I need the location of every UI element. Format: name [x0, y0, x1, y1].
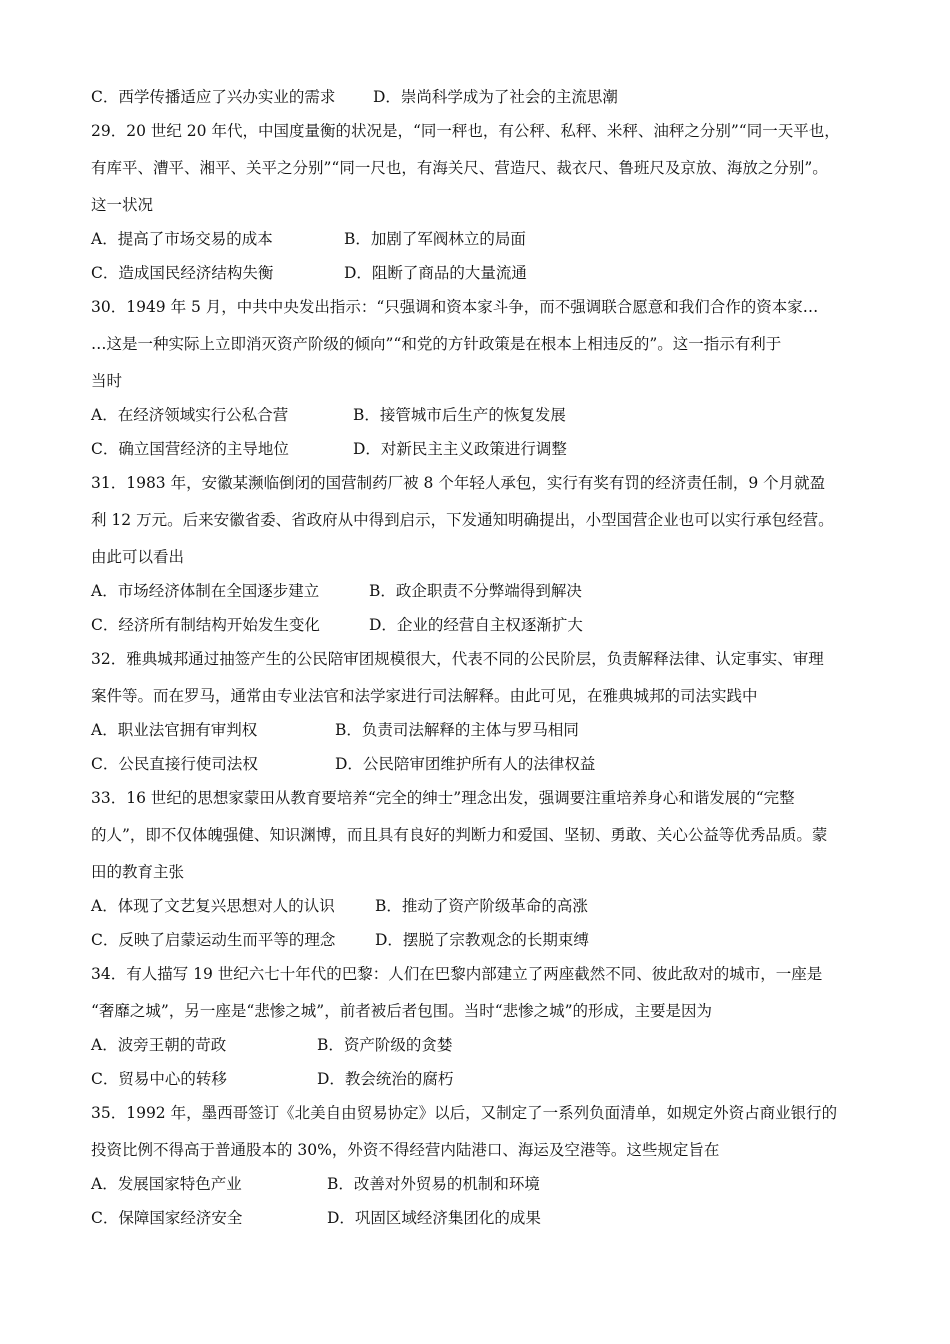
option-row-ab — [91, 580, 881, 602]
option-c: C．公民直接行使司法权 — [91, 755, 258, 773]
option-a: A．职业法官拥有审判权 — [91, 721, 258, 739]
question-text-line: 29．20 世纪 20 年代，中国度量衡的状况是，“同一秤也，有公秤、私秤、米秤、油秤之分别”“同一天平也， — [91, 122, 840, 140]
option-c: C．反映了启蒙运动生而平等的理念 — [91, 931, 336, 949]
option-a: A．发展国家特色产业 — [91, 1175, 242, 1193]
question-text-line: 34．有人描写 19 世纪六七十年代的巴黎：人们在巴黎内部建立了两座截然不同、彼此敌对的城市，一座是 — [91, 965, 823, 983]
option-d: D．摆脱了宗教观念的长期束缚 — [375, 931, 589, 949]
option-row-cd — [91, 438, 881, 460]
option-row-cd — [91, 929, 881, 951]
question-text-line: “奢靡之城”，另一座是“悲惨之城”，前者被后者包围。当时“悲惨之城”的形成，主要是因为 — [91, 1002, 713, 1020]
question-29 — [91, 120, 881, 284]
option-a: A．体现了文艺复兴思想对人的认识 — [91, 897, 335, 915]
option-row-cd — [91, 1207, 881, 1229]
option-c: C．贸易中心的转移 — [91, 1070, 227, 1088]
option-row-cd — [91, 614, 881, 636]
option-c: C．经济所有制结构开始发生变化 — [91, 616, 320, 634]
option-b: B．接管城市后生产的恢复发展 — [353, 406, 566, 424]
option-row-ab — [91, 1034, 881, 1056]
option-b: B．资产阶级的贪婪 — [317, 1036, 453, 1054]
question-text-line: 田的教育主张 — [91, 863, 185, 881]
question-text-line: …这是一种实际上立即消灭资产阶级的倾向”“和党的方针政策是在根本上相违反的”。这一指示有利于 — [91, 335, 782, 353]
question-text-line: 案件等。而在罗马，通常由专业法官和法学家进行司法解释。由此可见，在雅典城邦的司法实践中 — [91, 687, 758, 705]
option-c: C．西学传播适应了兴办实业的需求 — [91, 88, 336, 106]
question-text-line: 有库平、漕平、湘平、关平之分别”“同一尺也，有海关尺、营造尺、裁衣尺、鲁班尺及京放、海放之分别”。 — [91, 159, 828, 177]
question-text-line: 投资比例不得高于普通股本的 30%，外资不得经营内陆港口、海运及空港等。这些规定旨在 — [91, 1141, 720, 1159]
question-text-line: 利 12 万元。后来安徽省委、省政府从中得到启示，下发通知明确提出，小型国营企业也可以实行承包经营。 — [91, 511, 834, 529]
question-35 — [91, 1102, 881, 1229]
question-32 — [91, 648, 881, 775]
question-text-line: 的人”，即不仅体魄强健、知识渊博，而且具有良好的判断力和爱国、坚韧、勇敢、关心公益等优秀品质。蒙 — [91, 826, 828, 844]
question-34 — [91, 963, 881, 1090]
option-row-cd — [91, 753, 881, 775]
option-b: B．推动了资产阶级革命的高涨 — [375, 897, 588, 915]
option-b: B．加剧了军阀林立的局面 — [344, 230, 526, 248]
option-b: B．政企职责不分弊端得到解决 — [369, 582, 582, 600]
question-text-line: 32．雅典城邦通过抽签产生的公民陪审团规模很大，代表不同的公民阶层，负责解释法律、认定事实、审理 — [91, 650, 824, 668]
option-b: B．改善对外贸易的机制和环境 — [327, 1175, 540, 1193]
exam-page — [91, 86, 881, 1229]
option-c: C．造成国民经济结构失衡 — [91, 264, 274, 282]
option-a: A．市场经济体制在全国逐步建立 — [91, 582, 320, 600]
question-text-line: 当时 — [91, 372, 123, 390]
option-a: A．在经济领域实行公私合营 — [91, 406, 289, 424]
question-text-line: 这一状况 — [91, 196, 154, 214]
question-text-line: 35．1992 年，墨西哥签订《北美自由贸易协定》以后，又制定了一系列负面清单，如规定外资占商业银行的 — [91, 1104, 838, 1122]
option-row-ab — [91, 228, 881, 250]
question-text-line: 30．1949 年 5 月，中共中央发出指示：“只强调和资本家斗争，而不强调联合愿意和我们合作的资本家… — [91, 298, 819, 316]
option-row-ab — [91, 719, 881, 741]
question-text-line: 31．1983 年，安徽某濒临倒闭的国营制药厂被 8 个年轻人承包，实行有奖有罚的经济责任制，9 个月就盈 — [91, 474, 826, 492]
question-31 — [91, 472, 881, 636]
option-row-ab — [91, 1173, 881, 1195]
option-a: A．波旁王朝的苛政 — [91, 1036, 227, 1054]
option-d: D．阻断了商品的大量流通 — [344, 264, 527, 282]
question-30 — [91, 296, 881, 460]
option-row-ab — [91, 895, 881, 917]
option-row-cd — [91, 262, 881, 284]
option-d: D．教会统治的腐朽 — [317, 1070, 454, 1088]
option-d: D．公民陪审团维护所有人的法律权益 — [335, 755, 596, 773]
option-d: D．企业的经营自主权逐渐扩大 — [369, 616, 583, 634]
question-text-line: 由此可以看出 — [91, 548, 185, 566]
option-row-cd — [91, 86, 881, 108]
option-c: C．保障国家经济安全 — [91, 1209, 243, 1227]
option-row-cd — [91, 1068, 881, 1090]
option-c: C．确立国营经济的主导地位 — [91, 440, 289, 458]
option-row-ab — [91, 404, 881, 426]
question-text-line: 33．16 世纪的思想家蒙田从教育要培养“完全的绅士”理念出发，强调要注重培养身心和谐发展的“完整 — [91, 789, 795, 807]
option-d: D．崇尚科学成为了社会的主流思潮 — [373, 88, 618, 106]
option-d: D．对新民主主义政策进行调整 — [353, 440, 567, 458]
question-33 — [91, 787, 881, 951]
option-d: D．巩固区域经济集团化的成果 — [327, 1209, 541, 1227]
option-a: A．提高了市场交易的成本 — [91, 230, 273, 248]
option-b: B．负责司法解释的主体与罗马相同 — [335, 721, 579, 739]
